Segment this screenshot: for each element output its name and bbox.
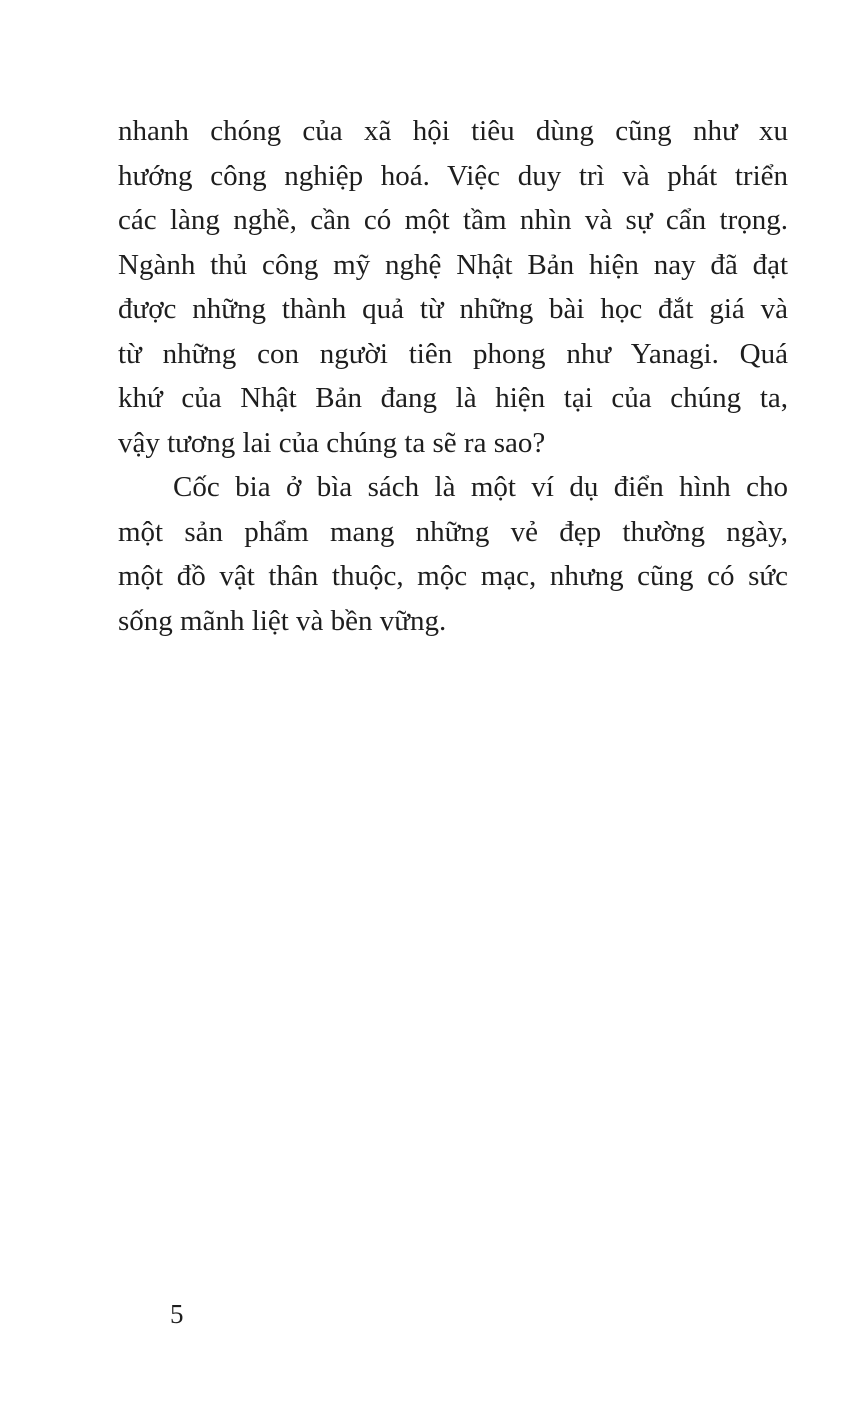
- text-line: các làng nghề, cần có một tầm nhìn và sự cẩn trọng.: [118, 204, 788, 236]
- text-line: Cốc bia ở bìa sách là một ví dụ điển hình cho: [173, 471, 788, 503]
- paragraph: [118, 465, 788, 643]
- text-line: hướng công nghiệp hoá. Việc duy trì và phát triển: [118, 159, 788, 192]
- paragraph: [118, 109, 788, 465]
- text-line: vậy tương lai của chúng ta sẽ ra sao?: [118, 426, 546, 459]
- text-line: khứ của Nhật Bản đang là hiện tại của chúng ta,: [118, 382, 788, 414]
- text-line: được những thành quả từ những bài học đắt giá và: [118, 293, 788, 325]
- page-number: 5: [170, 1299, 184, 1329]
- text-line: Ngành thủ công mỹ nghệ Nhật Bản hiện nay đã đạt: [118, 248, 788, 281]
- text-line: nhanh chóng của xã hội tiêu dùng cũng như xu: [118, 115, 788, 147]
- text-line: một đồ vật thân thuộc, mộc mạc, nhưng cũng có sức: [118, 560, 788, 592]
- text-line: một sản phẩm mang những vẻ đẹp thường ngày,: [118, 515, 788, 548]
- text-line: từ những con người tiên phong như Yanagi. Quá: [118, 337, 788, 370]
- page-body-text: [118, 109, 788, 643]
- text-line: sống mãnh liệt và bền vững.: [118, 604, 447, 637]
